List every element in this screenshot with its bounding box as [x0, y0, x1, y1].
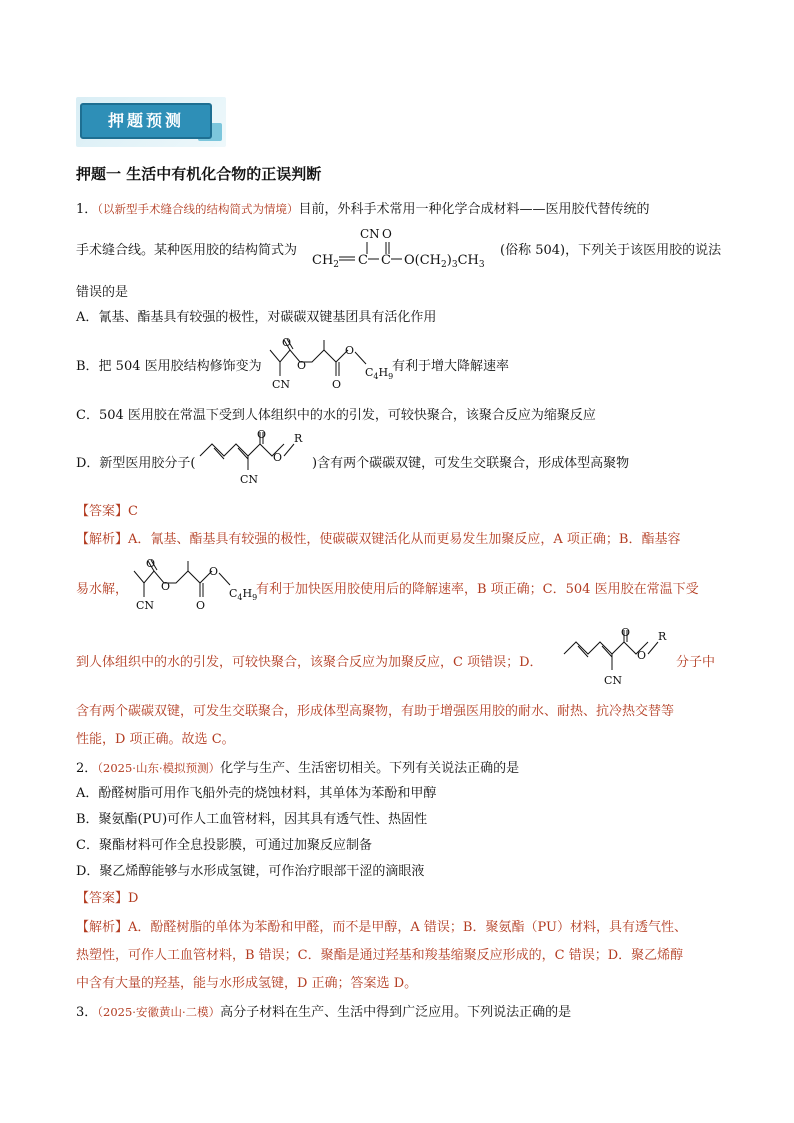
q2-option-a: A．酚醛树脂可用作飞船外壳的烧蚀材料，其单体为苯酚和甲醇: [76, 786, 437, 801]
svg-text:CN: CN: [272, 378, 291, 391]
q2-source: （2025·山东·模拟预测）: [97, 761, 221, 775]
svg-text:O: O: [257, 428, 267, 441]
q1-option-b-a: B．把 504 医用胶结构修饰变为: [76, 359, 262, 374]
svg-text:C4H9: $C_4H_9$: [229, 587, 258, 602]
answer-label: 【答案】: [76, 504, 129, 519]
formula-504: [310, 222, 500, 272]
svg-text:R: R: [658, 630, 667, 643]
q2-stem: 2．（2025·山东·模拟预测）化学与生产、生活密切相关。下列有关说法正确的是: [76, 761, 520, 776]
q1-explanation-3b: 分子中: [676, 655, 716, 670]
q2-explanation-1: 【解析】A．酚醛树脂的单体为苯酚和甲醛，而不是甲醇，A 错误；B．聚氨酯（PU）材料，具有透气性、: [76, 920, 687, 935]
formula-o: O: [382, 227, 392, 241]
q1-explanation-4: 含有两个碳碳双键，可发生交联聚合，形成体型高聚物，有助于增强医用胶的耐水、耐热、抗冷热交替等: [76, 704, 675, 719]
q1-stem-1: 目前，外科手术常用一种化学合成材料——医用胶代替传统的: [298, 202, 650, 217]
svg-text:O: O: [282, 336, 292, 349]
q1-option-c: C．504 医用胶在常温下受到人体组织中的水的引发，可较快聚合，该聚合反应为缩聚反应: [76, 408, 596, 423]
q1-option-a: A．氰基、酯基具有较强的极性，对碳碳双键基团具有活化作用: [76, 310, 437, 325]
answer-value: C: [128, 504, 138, 519]
svg-text:O: O: [196, 599, 206, 612]
q1-line1: [76, 200, 650, 219]
q1-explanation-1: 【解析】A．氰基、酯基具有较强的极性，使碳碳双键活化从而更易发生加聚反应，A 项正确；B．酯基容: [76, 532, 681, 547]
svg-text:O: O: [637, 649, 647, 662]
svg-text:CN: CN: [136, 599, 155, 612]
svg-text:O: O: [332, 378, 342, 391]
q2-option-d: D．聚乙烯醇能够与水形成氢键，可作治疗眼部干涩的滴眼液: [76, 864, 425, 879]
svg-text:O: O: [273, 451, 283, 464]
q1-source: （以新型手术缝合线的结构简式为情境）: [97, 202, 299, 216]
q1-option-b-b: 有利于增大降解速率: [392, 359, 510, 374]
formula-c1: C: [358, 253, 368, 268]
svg-text:CN: CN: [604, 674, 623, 687]
q1-explanation-5: 性能，D 项正确。故选 C。: [76, 732, 235, 747]
q1-explanation-2b: 有利于加快医用胶使用后的降解速率，B 项正确；C．504 医用胶在常温下受: [256, 582, 699, 597]
formula-cn: CN: [360, 227, 380, 241]
svg-text:O: O: [621, 626, 631, 639]
q2-explanation-2: 热塑性，可作人工血管材料，B 错误；C．聚酯是通过羟基和羧基缩聚反应形成的，C 错误；D．聚乙烯醇: [76, 948, 684, 963]
formula-c2: C: [381, 253, 391, 268]
formula-exp-b: [130, 557, 256, 617]
formula-ch2: $CH_2$: [312, 253, 340, 270]
svg-text:CN: CN: [240, 473, 259, 486]
q1-option-d-b: )含有两个碳碳双键，可发生交联聚合，形成体型高聚物: [312, 456, 630, 471]
svg-text:O: O: [146, 557, 156, 570]
q2-explanation-3: 中含有大量的羟基，能与水形成氢键，D 正确；答案选 D。: [76, 976, 418, 991]
formula-b: [266, 336, 392, 396]
svg-text:C4H9: $C_4H_9$: [365, 366, 394, 381]
q1-line2-b: (俗称 504)，下列关于该医用胶的说法: [500, 243, 722, 258]
formula-ester: $O(CH_2)_3CH_3$: [404, 253, 485, 270]
formula-d: [196, 430, 312, 490]
q1-line3: 错误的是: [76, 285, 129, 300]
q3-source: （2025·安徽黄山·二模）: [97, 1005, 221, 1019]
svg-text:O: O: [297, 359, 307, 372]
svg-text:O: O: [161, 580, 171, 593]
formula-exp-d: [560, 628, 676, 692]
q1-answer: [76, 503, 138, 521]
q2-answer: 【答案】D: [76, 891, 139, 906]
svg-text:R: R: [294, 432, 303, 445]
q2-option-b: B．聚氨酯(PU)可作人工血管材料，因其具有透气性、热固性: [76, 812, 428, 827]
q1-explanation-2a: 易水解，: [76, 582, 129, 597]
section-badge: [76, 97, 226, 147]
badge-label: 押题预测: [80, 103, 212, 139]
q2-option-c: C．聚酯材料可作全息投影膜，可通过加聚反应制备: [76, 838, 372, 853]
svg-text:O: O: [209, 565, 219, 578]
svg-text:O: O: [345, 344, 355, 357]
q1-option-d-a: D．新型医用胶分子(: [76, 456, 196, 471]
q1-explanation-3a: 到人体组织中的水的引发，可较快聚合，该聚合反应为加聚反应，C 项错误；D．: [76, 655, 543, 670]
q1-line2-a: 手术缝合线。某种医用胶的结构简式为: [76, 243, 298, 258]
q1-number: 1．: [76, 202, 98, 217]
q3-stem: 3．（2025·安徽黄山·二模）高分子材料在生产、生活中得到广泛应用。下列说法正确的是: [76, 1005, 572, 1020]
section-title: 押题一 生活中有机化合物的正误判断: [76, 165, 322, 183]
